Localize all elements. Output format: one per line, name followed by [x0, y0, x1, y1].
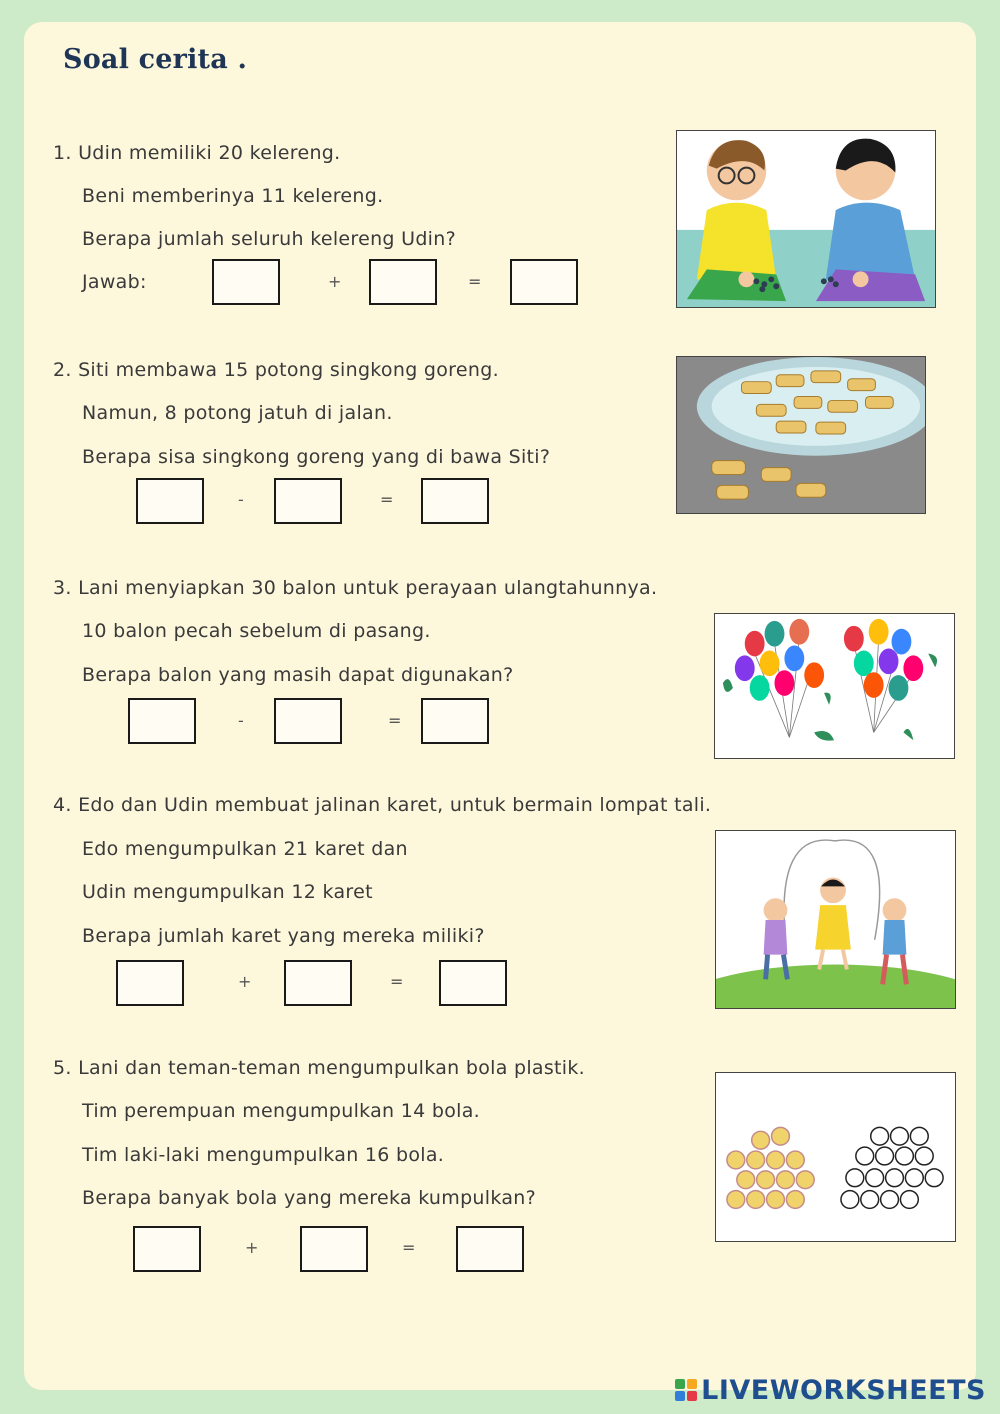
- question-3-line-2: 10 balon pecah sebelum di pasang.: [82, 620, 431, 642]
- question-4-line-4: Berapa jumlah karet yang mereka miliki?: [82, 925, 485, 947]
- question-3-line-3: Berapa balon yang masih dapat digunakan?: [82, 664, 514, 686]
- question-1-line-3: Berapa jumlah seluruh kelereng Udin?: [82, 228, 456, 250]
- q2-operator: -: [238, 490, 244, 509]
- jump-rope-illustration: [715, 830, 956, 1009]
- q3-answer-box-1[interactable]: [128, 698, 196, 744]
- q5-answer-box-3[interactable]: [456, 1226, 524, 1272]
- question-5-line-2: Tim perempuan mengumpulkan 14 bola.: [82, 1100, 481, 1122]
- q4-answer-box-2[interactable]: [284, 960, 352, 1006]
- q2-equals: =: [380, 490, 394, 509]
- q2-answer-box-2[interactable]: [274, 478, 342, 524]
- worksheet-title: Soal cerita .: [63, 44, 248, 75]
- question-1-line-1: 1. Udin memiliki 20 kelereng.: [53, 142, 341, 164]
- question-1-line-2: Beni memberinya 11 kelereng.: [82, 185, 384, 207]
- liveworksheets-wordmark: LIVEWORKSHEETS: [701, 1374, 986, 1406]
- q1-answer-box-3[interactable]: [510, 259, 578, 305]
- q4-equals: =: [390, 972, 404, 991]
- cassava-illustration: [676, 356, 926, 514]
- q2-answer-box-3[interactable]: [421, 478, 489, 524]
- balloons-illustration: [714, 613, 955, 759]
- q3-answer-box-2[interactable]: [274, 698, 342, 744]
- q1-answer-box-1[interactable]: [212, 259, 280, 305]
- answer-label: Jawab:: [82, 271, 147, 293]
- question-2-line-1: 2. Siti membawa 15 potong singkong goreng.: [53, 359, 499, 381]
- q5-answer-box-2[interactable]: [300, 1226, 368, 1272]
- question-2-line-2: Namun, 8 potong jatuh di jalan.: [82, 402, 393, 424]
- q4-operator: +: [238, 972, 252, 991]
- q2-answer-box-1[interactable]: [136, 478, 204, 524]
- question-3-line-1: 3. Lani menyiapkan 30 balon untuk perayaan ulangtahunnya.: [53, 577, 658, 599]
- q5-operator: +: [245, 1238, 259, 1257]
- liveworksheets-logo-icon: [675, 1379, 697, 1401]
- q5-answer-box-1[interactable]: [133, 1226, 201, 1272]
- q3-answer-box-3[interactable]: [421, 698, 489, 744]
- q1-operator: +: [328, 272, 342, 291]
- q4-answer-box-1[interactable]: [116, 960, 184, 1006]
- marbles-illustration: [676, 130, 936, 308]
- question-4-line-2: Edo mengumpulkan 21 karet dan: [82, 838, 408, 860]
- q5-equals: =: [402, 1238, 416, 1257]
- q3-operator: -: [238, 711, 244, 730]
- q3-equals: =: [388, 711, 402, 730]
- question-4-line-1: 4. Edo dan Udin membuat jalinan karet, untuk bermain lompat tali.: [53, 794, 712, 816]
- balls-illustration: [715, 1072, 956, 1242]
- question-5-line-1: 5. Lani dan teman-teman mengumpulkan bola plastik.: [53, 1057, 586, 1079]
- question-2-line-3: Berapa sisa singkong goreng yang di bawa Siti?: [82, 446, 551, 468]
- q4-answer-box-3[interactable]: [439, 960, 507, 1006]
- question-5-line-4: Berapa banyak bola yang mereka kumpulkan?: [82, 1187, 536, 1209]
- q1-equals: =: [468, 272, 482, 291]
- question-5-line-3: Tim laki-laki mengumpulkan 16 bola.: [82, 1144, 445, 1166]
- q1-answer-box-2[interactable]: [369, 259, 437, 305]
- liveworksheets-logo: [675, 1374, 986, 1406]
- question-4-line-3: Udin mengumpulkan 12 karet: [82, 881, 373, 903]
